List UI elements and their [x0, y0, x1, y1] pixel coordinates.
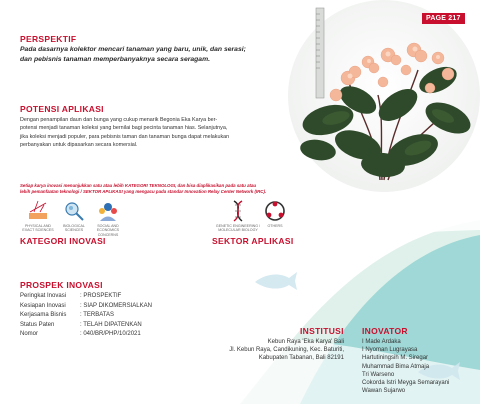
prospek-row: [20, 321, 220, 331]
caption-line: ECONOMICS: [96, 228, 120, 233]
page-number-badge: PAGE 217: [422, 13, 465, 24]
prospek-value: : PROSPEKTIF: [80, 293, 122, 299]
kategori-caption-physics: [18, 224, 58, 233]
prospek-row: [20, 311, 220, 321]
prospek-key: Kesiapan Inovasi: [20, 302, 66, 309]
perspektif-title: PERSPEKTIF: [20, 34, 77, 44]
potensi-text: [20, 116, 280, 149]
genetic-engineering-icon: [226, 199, 250, 223]
potensi-line: perbanyakan untuk dipasarkan secara komersial.: [20, 141, 138, 148]
prospek-key: Kerjasama Bisnis: [20, 312, 67, 319]
perspektif-line: dan pebisnis tanaman memperbanyaknya secara seragam.: [20, 56, 211, 63]
prospek-value: : TERBATAS: [80, 312, 115, 319]
potensi-title: POTENSI APLIKASI: [20, 104, 104, 114]
caption-line: MOLECULAR BIOLOGY: [218, 228, 258, 233]
inovator-name: I Nyoman Lugrayasa: [362, 347, 418, 354]
prospek-key: Nomor: [20, 331, 39, 338]
potensi-line: jika koleksi menjadi populer, para pebisnis taman dan tanaman bunga dapat melakukan: [20, 133, 230, 140]
inovator-name: Muhammad Bima Atmaja: [362, 363, 430, 370]
inovator-name: Cokorda Istri Meyga Semarayani: [362, 380, 450, 387]
institusi-address: [200, 338, 344, 363]
caption-line: OTHERS: [267, 224, 283, 228]
institusi-line: Kabupaten Tabanan, Bali 82191: [258, 355, 344, 362]
inovator-name: I Made Ardaka: [362, 339, 401, 345]
prospek-table: [20, 292, 220, 340]
note-line: lebih pemanfaatan teknologi / SEKTOR APLIKASI yang mengacu pada standar Innovation Relay Center Network (IRC).: [20, 189, 267, 194]
inovator-name: Wawan Sujarwo: [362, 388, 406, 395]
inovator-list: [362, 338, 476, 395]
caption-line: SOCIAL AND: [97, 224, 119, 228]
inovator-name: Tri Warseno: [362, 371, 395, 378]
sektor-caption-others: [257, 224, 293, 228]
prospek-row: [20, 302, 220, 312]
category-note: [20, 183, 310, 195]
institusi-line: Jl. Kebun Raya, Candikuning, Kec. Baturiti,: [229, 347, 344, 354]
caption-line: PHYSICAL AND: [24, 224, 52, 228]
caption-line: BIOLOGICAL: [63, 224, 85, 228]
note-line: Setiap karya inovasi menunjukkan satu atau lebih KATEGORI TEKNOLOGI, dan bisa diaplikasikan pada satu atau: [20, 183, 257, 188]
caption-line: GENETIC ENGINEERING /: [215, 224, 261, 228]
inovator-title: INOVATOR: [362, 326, 408, 336]
perspektif-text: [20, 45, 290, 65]
institusi-title: INSTITUSI: [300, 326, 344, 336]
prospek-row: [20, 330, 220, 340]
potensi-line: potensi menjadi tanaman koleksi yang bernilai bagi pecinta tanaman hias. Selanjutnya,: [20, 125, 228, 132]
prospek-key: Peringkat Inovasi: [20, 293, 67, 299]
prospek-key: Status Paten: [20, 321, 55, 328]
institusi-line: Kebun Raya 'Eka Karya' Bali: [267, 339, 344, 345]
potensi-line: Dengan penampilan daun dan bunga yang cukup menarik Begonia Eka Karya ber-: [20, 117, 218, 123]
begonia-plant-photo: [288, 0, 480, 192]
prospek-row: [20, 292, 220, 302]
social-economics-icon: [96, 199, 120, 223]
caption-line: CONCERNS: [97, 232, 119, 237]
sektor-title: SEKTOR APLIKASI: [212, 236, 294, 246]
kategori-title: KATEGORI INOVASI: [20, 236, 106, 246]
prospek-value: : 040/BR/PHP/10/2021: [80, 331, 141, 338]
perspektif-line: Pada dasarnya kolektor mencari tanaman yang baru, unik, dan serasi;: [20, 46, 246, 53]
biological-sciences-icon: [62, 199, 86, 223]
inovator-name: Hartutiningsih M. Siregar: [362, 355, 429, 362]
caption-line: SCIENCES: [64, 228, 84, 233]
prospek-title: PROSPEK INOVASI: [20, 280, 103, 290]
others-icon: [263, 199, 287, 223]
prospek-value: : TELAH DIPATENKAN: [80, 321, 142, 328]
caption-line: EXACT SCIENCES: [22, 228, 54, 233]
physics-exact-sciences-icon: [26, 199, 50, 223]
prospek-value: : SIAP DIKOMERSIALKAN: [80, 302, 152, 309]
